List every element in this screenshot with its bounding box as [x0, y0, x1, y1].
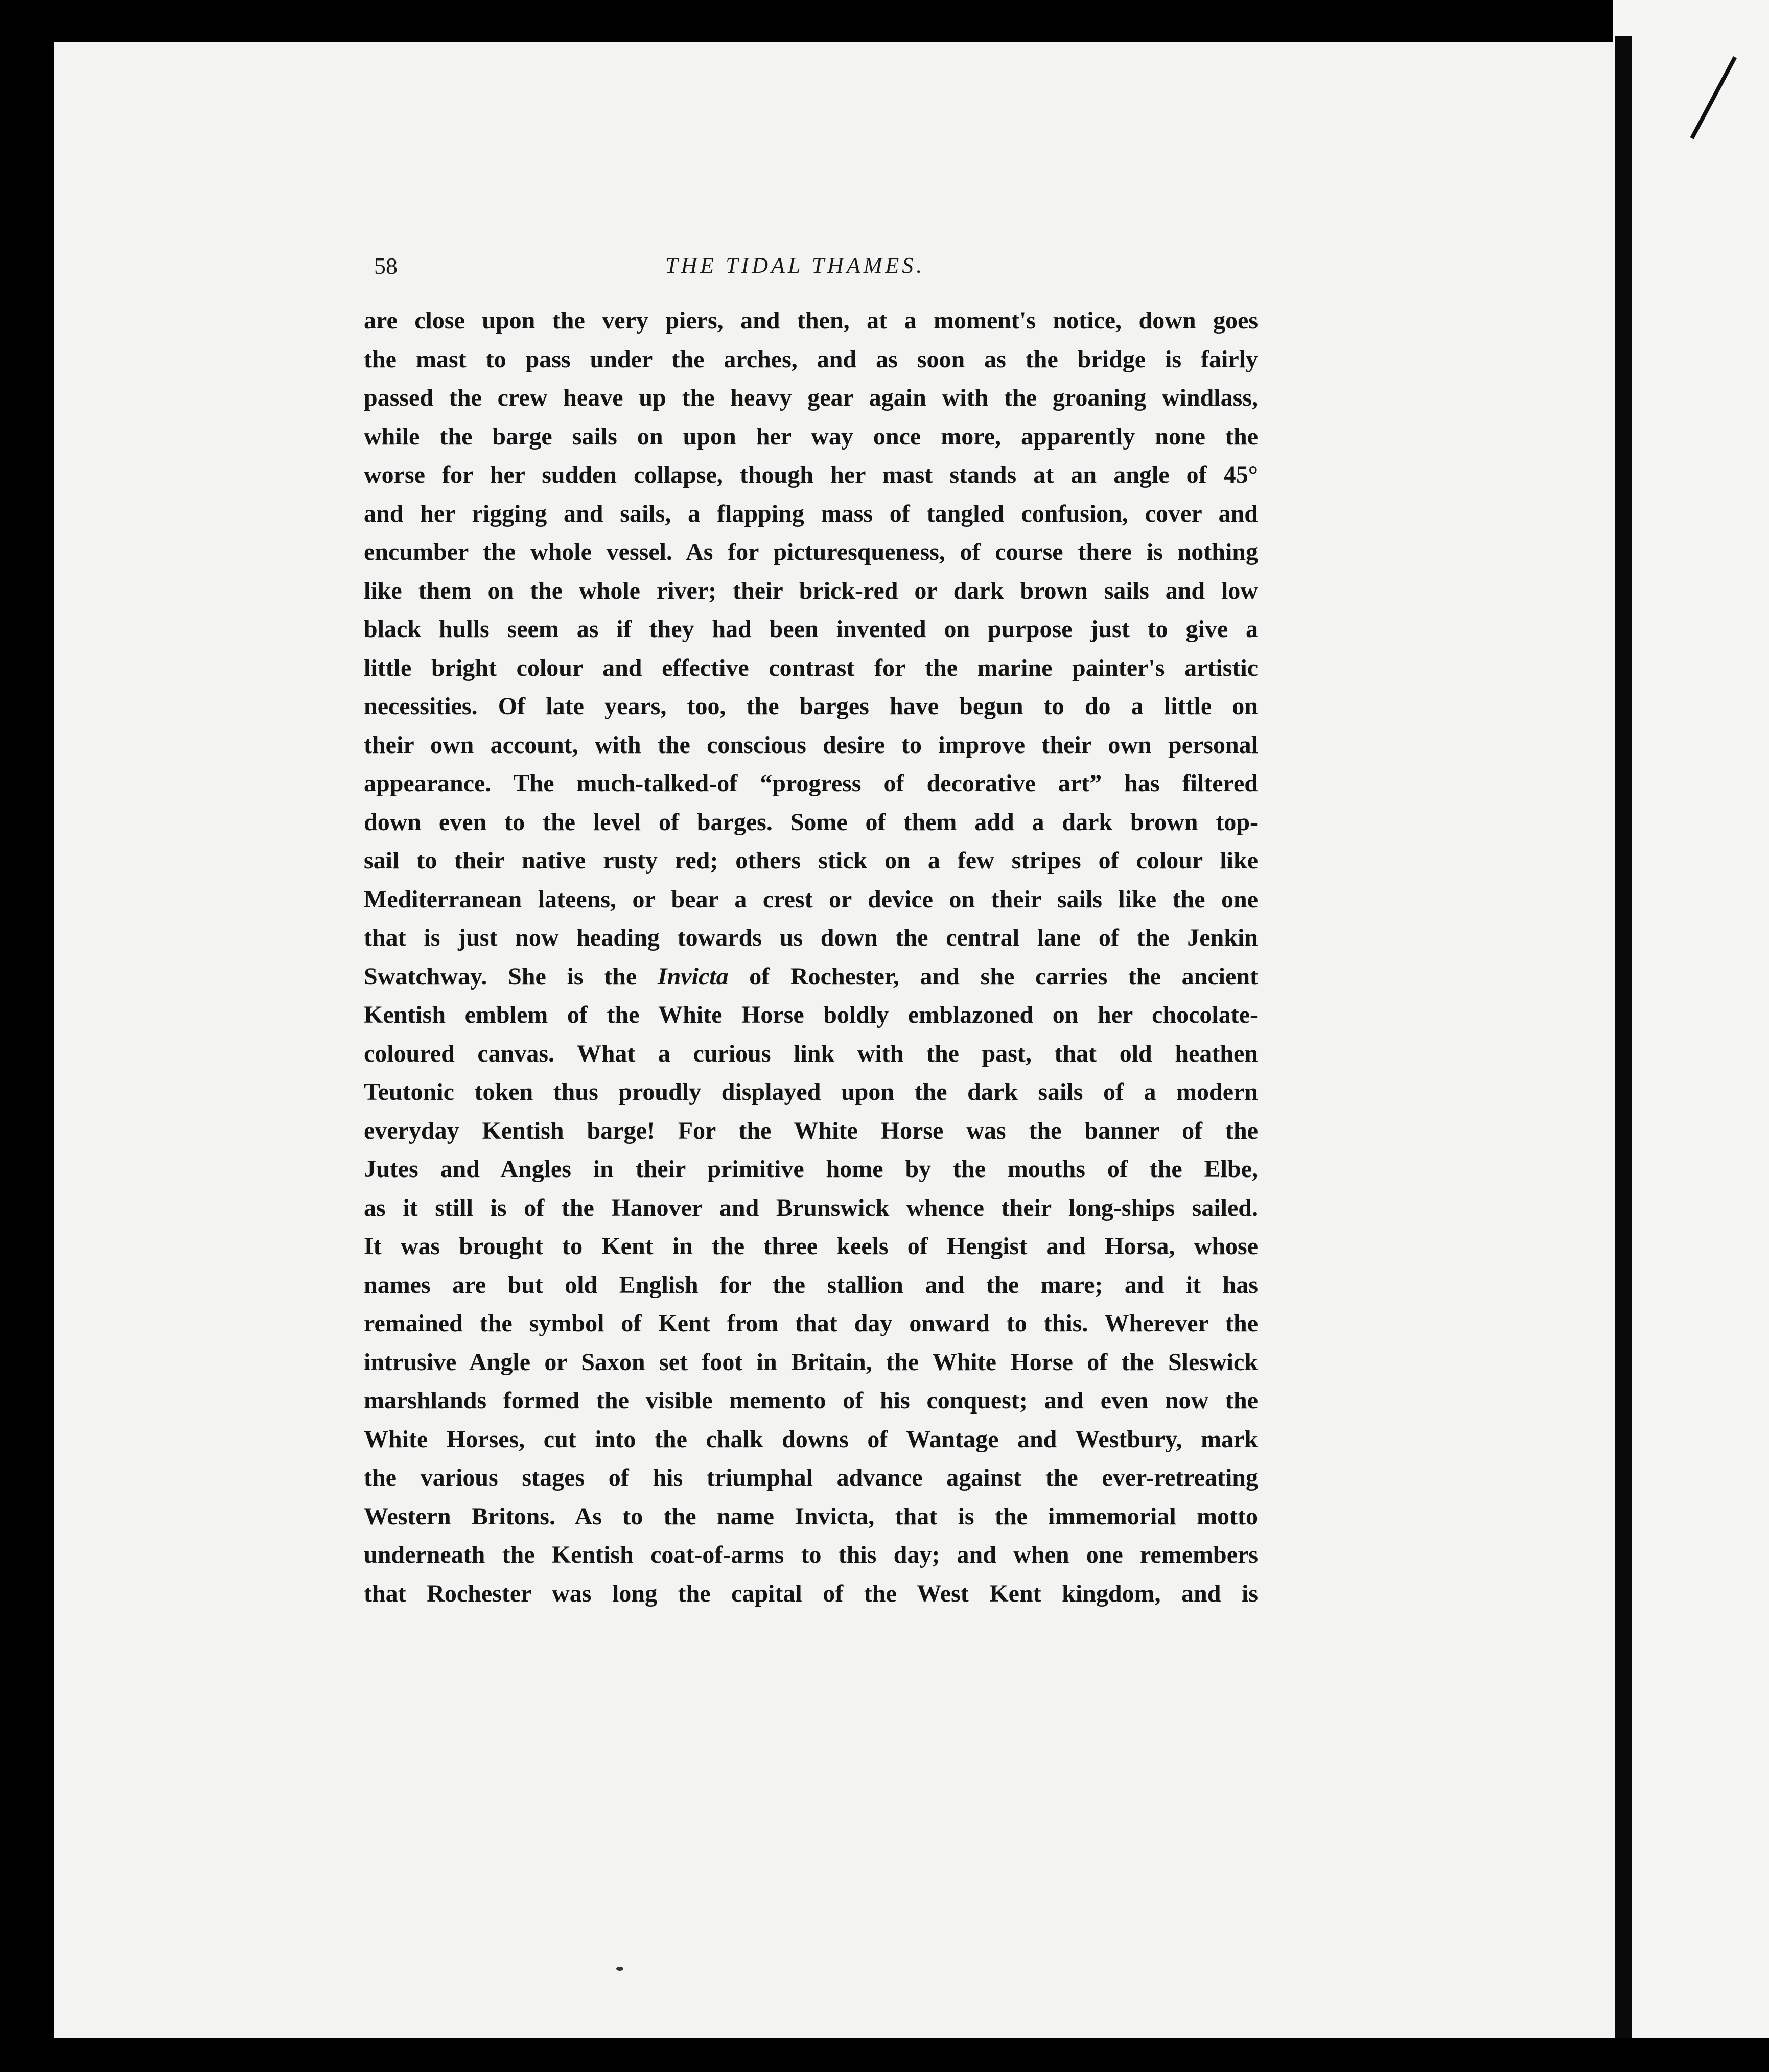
text-line: encumber the whole vessel. As for picturesqueness, of course there is nothing	[364, 538, 1258, 566]
text-line: the various stages of his triumphal advance against the ever-retreating	[364, 1464, 1258, 1491]
text-line: coloured canvas. What a curious link with the past, that old heathen	[364, 1040, 1258, 1067]
text-line: down even to the level of barges. Some of them add a dark brown top-	[364, 808, 1258, 836]
text-line: names are but old English for the stallion and the mare; and it has	[364, 1271, 1258, 1299]
text-line: Kentish emblem of the White Horse boldly emblazoned on her chocolate-	[364, 1001, 1258, 1028]
text-line: It was brought to Kent in the three keels of Hengist and Horsa, whose	[364, 1233, 1258, 1260]
text-line: Western Britons. As to the name Invicta, that is the immemorial motto	[364, 1502, 1258, 1530]
text-line: like them on the whole river; their brick-red or dark brown sails and low	[364, 577, 1258, 604]
running-title: THE TIDAL THAMES.	[665, 253, 925, 278]
text-line: as it still is of the Hanover and Brunswick whence their long-ships sailed.	[364, 1194, 1258, 1221]
text-line: while the barge sails on upon her way once more, apparently none the	[364, 422, 1258, 450]
scan-edge-notch	[0, 766, 7, 879]
text-line: White Horses, cut into the chalk downs of Wantage and Westbury, mark	[364, 1425, 1258, 1453]
text-line-invicta	[364, 957, 1258, 996]
text-line: the mast to pass under the arches, and as soon as the bridge is fairly	[364, 345, 1258, 373]
text-line: Mediterranean lateens, or bear a crest or device on their sails like the one	[364, 885, 1258, 913]
running-head	[374, 252, 1089, 288]
body-text	[364, 301, 1258, 1613]
line-head: Swatchway. She is the	[364, 962, 637, 990]
text-line: everyday Kentish barge! For the White Horse was the banner of the	[364, 1117, 1258, 1144]
text-line: sail to their native rusty red; others stick on a few stripes of colour like	[364, 847, 1258, 874]
text-line: little bright colour and effective contrast for the marine painter's artistic	[364, 654, 1258, 681]
text-line: appearance. The much-talked-of “progress of decorative art” has filtered	[364, 770, 1258, 797]
page-number: 58	[374, 253, 398, 279]
text-line: are close upon the very piers, and then, at a moment's notice, down goes	[364, 307, 1258, 334]
text-line: necessities. Of late years, too, the barges have begun to do a little on	[364, 693, 1258, 720]
text-line: their own account, with the conscious desire to improve their own personal	[364, 731, 1258, 759]
text-line: that is just now heading towards us down the central lane of the Jenkin	[364, 924, 1258, 951]
ink-speck	[616, 1967, 623, 1971]
text-line: and her rigging and sails, a flapping mass of tangled confusion, cover and	[364, 500, 1258, 527]
text-line: Jutes and Angles in their primitive home by the mouths of the Elbe,	[364, 1156, 1258, 1183]
ship-name-italic: Invicta	[657, 962, 729, 990]
text-line: black hulls seem as if they had been invented on purpose just to give a	[364, 616, 1258, 643]
text-line: Teutonic token thus proudly displayed upon the dark sails of a modern	[364, 1078, 1258, 1105]
text-line: marshlands formed the visible memento of his conquest; and even now the	[364, 1387, 1258, 1414]
scan-bottom-edge	[0, 2038, 1769, 2072]
facing-page-margin	[1613, 0, 1769, 2038]
line-tail: of Rochester, and she carries the ancient	[749, 962, 1259, 990]
text-line: worse for her sudden collapse, though her mast stands at an angle of 45°	[364, 461, 1258, 488]
text-line: that Rochester was long the capital of the West Kent kingdom, and is	[364, 1580, 1258, 1607]
text-line: remained the symbol of Kent from that day onward to this. Wherever the	[364, 1310, 1258, 1337]
page-fold-line	[1615, 36, 1632, 2043]
text-line: passed the crew heave up the heavy gear again with the groaning windlass,	[364, 384, 1258, 411]
text-line: intrusive Angle or Saxon set foot in Britain, the White Horse of the Sleswick	[364, 1348, 1258, 1376]
text-line: underneath the Kentish coat-of-arms to this day; and when one remembers	[364, 1541, 1258, 1568]
